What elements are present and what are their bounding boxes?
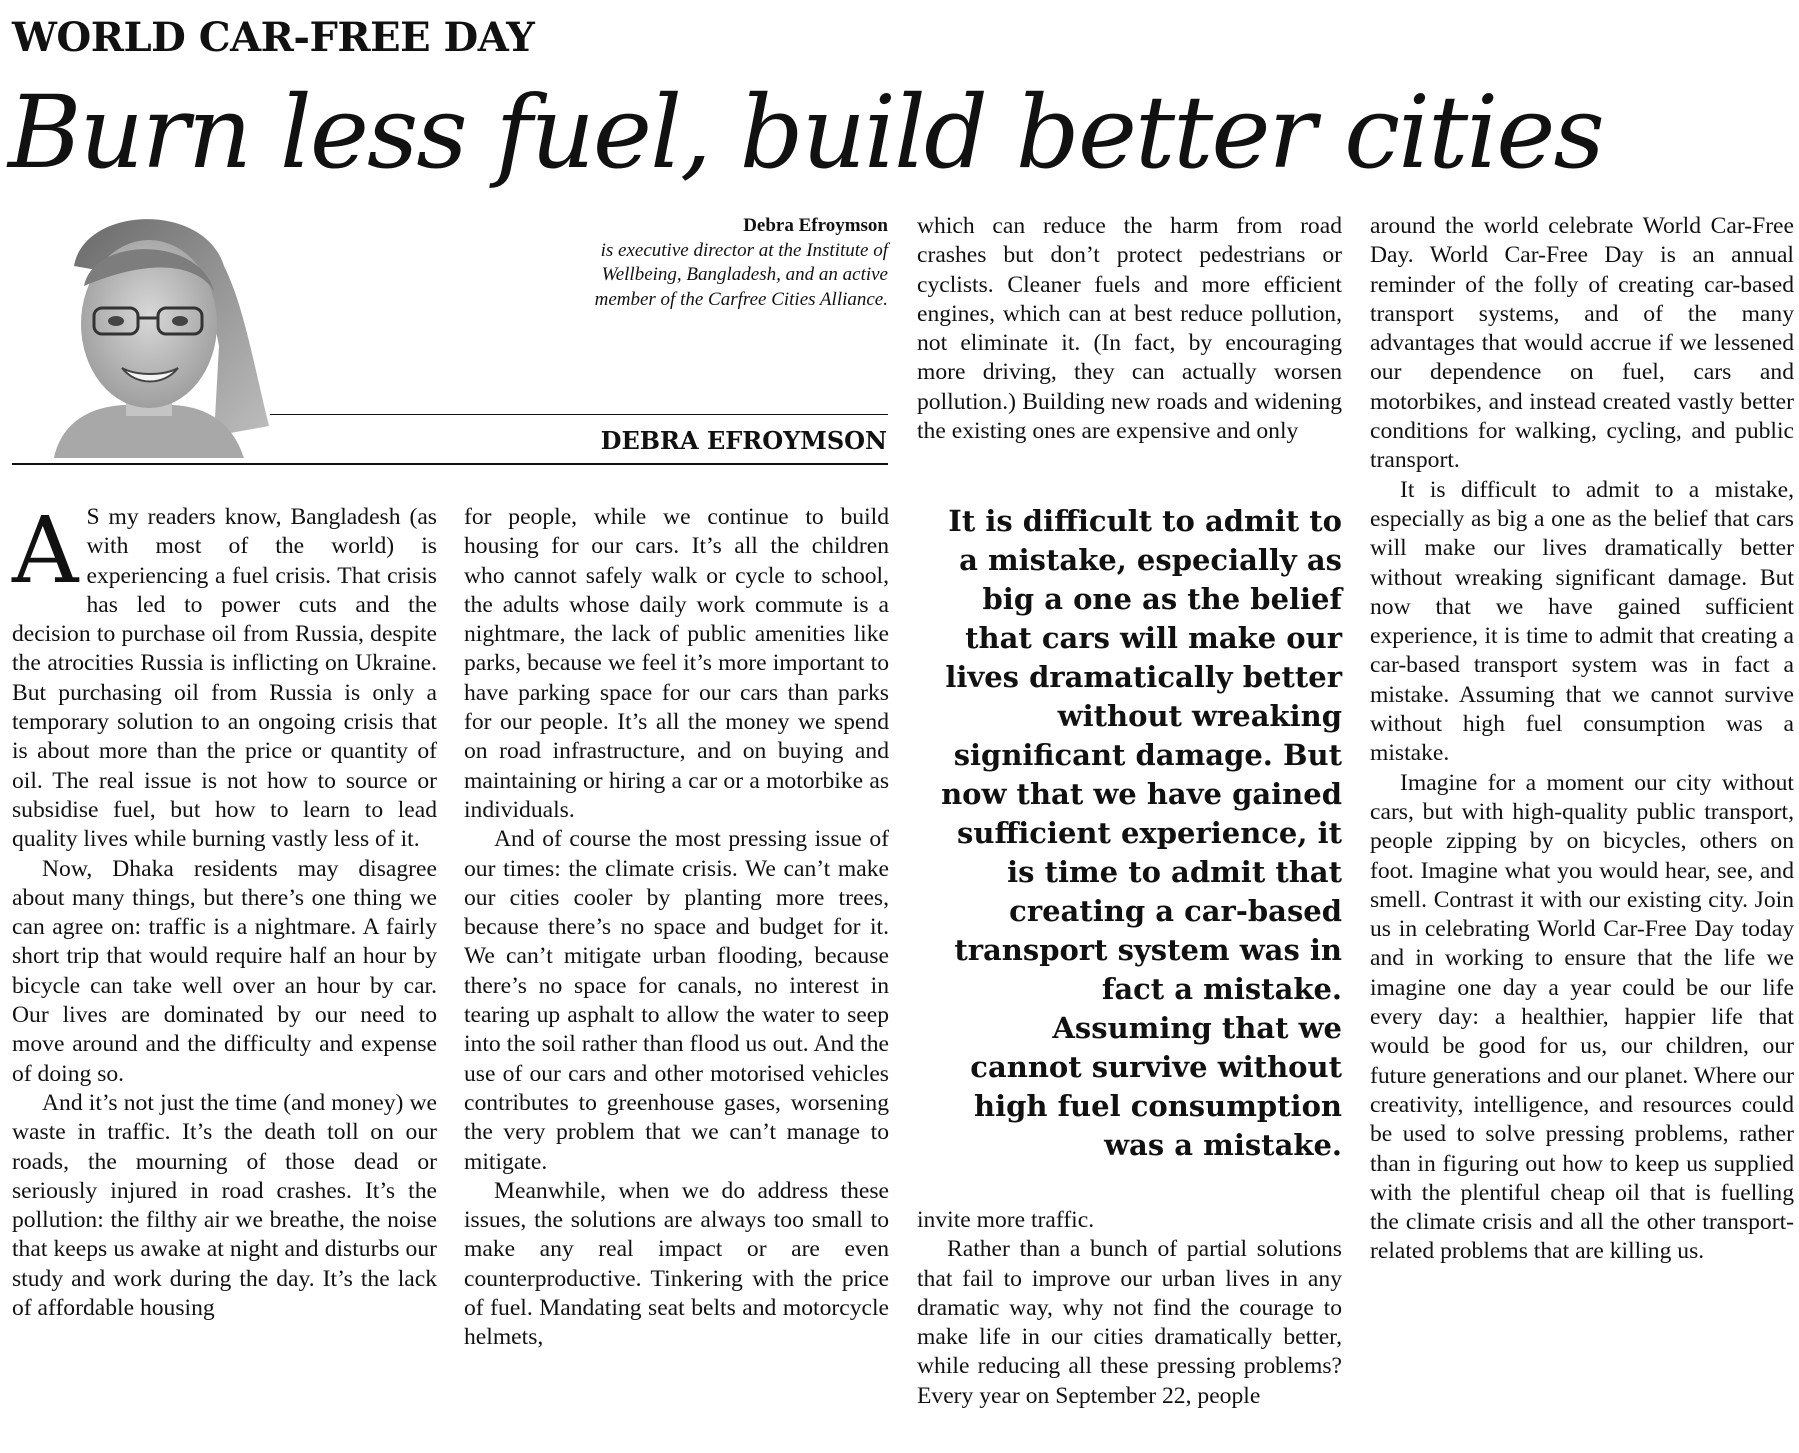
paragraph: which can reduce the harm from road crashes but don’t protect pedestrians or cyclists. Cleaner fuels and more efficient engines, which can at best reduce pollution, not eliminate it. (In fact, by encouraging more driving, they can actually worsen pollution.) Building new roads and widening the existing ones are expensive and only bbox=[917, 213, 1342, 445]
article-column-4 bbox=[1370, 212, 1794, 1267]
header-rule bbox=[12, 463, 888, 465]
paragraph bbox=[12, 497, 437, 855]
article-column-3-top bbox=[917, 212, 1342, 446]
paragraph: And of course the most pressing issue of our times: the climate crisis. We can’t make our cities cooler by planting more trees, because there’s no space and budget for it. We can’t mitigate urban flooding, because there’s no space for canals, no interest in tearing up asphalt to allow the water to seep into the soil rather than flood us out. And the use of our cars and other motorised vehicles contributes to greenhouse gases, worsening the very problem that we can’t manage to mitigate. bbox=[464, 826, 889, 1175]
paragraph: It is difficult to admit to a mistake, especially as big a one as the belief that cars will make our lives dramatically better without wreaking significant damage. But now that we have gained sufficient experience, it is time to admit that creating a car-based transport system was in fact a mistake. Assuming that we cannot survive without high fuel consumption was a mistake. bbox=[1370, 476, 1794, 767]
paragraph: Rather than a bunch of partial solutions that fail to improve our urban lives in any dramatic way, why not find the courage to make life in our cities dramatically better, while reducing all these pressing problems? Every year on September 22, people bbox=[917, 1236, 1342, 1409]
author-bio bbox=[560, 214, 888, 312]
section-label: WORLD CAR-FREE DAY bbox=[12, 14, 535, 61]
article-column-1 bbox=[12, 497, 437, 1323]
headline: Burn less fuel, build better cities bbox=[8, 74, 1603, 191]
author-bio-name: Debra Efroymson bbox=[743, 215, 888, 236]
author-photo bbox=[14, 196, 284, 458]
paragraph: for people, while we continue to build housing for our cars. It’s all the children who cannot safely walk or cycle to school, the adults whose daily work commute is a nightmare, the lack of public amenities like parks, because we feel it’s more important to have parking space for our cars than parks for our people. It’s all the money we spend on road infrastructure, and on buying and maintaining or hiring a car or a motorbike as individuals. bbox=[464, 504, 889, 823]
byline-rule bbox=[270, 414, 888, 415]
article-column-2 bbox=[464, 503, 889, 1353]
paragraph: Meanwhile, when we do address these issues, the solutions are always too small to make any real impact or are even counterproductive. Tinkering with the price of fuel. Mandating seat belts and motorcycle helmets, bbox=[464, 1177, 889, 1351]
paragraph: Imagine for a moment our city without cars, but with high-quality public transport, people zipping by on bicycles, others on foot. Imagine what you would hear, see, and smell. Contrast it with our existing city. Join us in celebrating World Car-Free Day today and in working to ensure that the life we imagine one day a year could be our life every day: a healthier, happier life that would be good for us, our children, our future generations and our planet. Where our creativity, intelligence, and resources could be used to solve pressing problems, rather than in figuring out how to keep us supplied with the plentiful cheap oil that is fuelling the climate crisis and all the other transport-related problems that are killing us. bbox=[1370, 769, 1794, 1265]
byline: DEBRA EFROYMSON bbox=[600, 426, 887, 455]
pull-quote: It is difficult to admit to a mistake, especially as big a one as the belief that cars will make our lives dramatically better without wreaking significant damage. But now that we have gained sufficient experience, it is time to admit that creating a car-based transport system was in fact a mistake. Assuming that we cannot survive without high fuel consumption was a mistake. bbox=[941, 504, 1342, 1162]
article-column-3-bottom bbox=[917, 1206, 1342, 1411]
author-bio-text: is executive director at the Institute of Wellbeing, Bangladesh, and an active member of the Carfree Cities Alliance. bbox=[594, 239, 888, 310]
paragraph: And it’s not just the time (and money) we waste in traffic. It’s the death toll on our roads, the mourning of those dead or seriously injured in road crashes. It’s the pollution: the filthy air we breathe, the noise that keeps us awake at night and disturbs our study and work during the day. It’s the lack of affordable housing bbox=[12, 1089, 437, 1322]
drop-cap: A bbox=[12, 497, 79, 604]
paragraph: invite more traffic. bbox=[917, 1207, 1095, 1233]
paragraph-text: S my readers know, Bangladesh (as with most of the world) is experiencing a fuel crisis. That crisis has led to power cuts and the decision to purchase oil from Russia, despite the atrocities Russia is inflicting on Ukraine. But purchasing oil from Russia is only a temporary solution to an ongoing crisis that is about more than the price or quantity of oil. The real issue is not how to source or subsidise fuel, but how to learn to lead quality lives while burning vastly less of it. bbox=[12, 504, 437, 853]
paragraph: Now, Dhaka residents may disagree about many things, but there’s one thing we can agree on: traffic is a nightmare. A fairly short trip that would require half an hour by bicycle can take well over an hour by car. Our lives are dominated by our need to move around and the difficulty and expense of doing so. bbox=[12, 855, 437, 1087]
paragraph: around the world celebrate World Car-Free Day. World Car-Free Day is an annual reminder of the folly of creating car-based transport systems, and of the many advantages that would accrue if we lessened our dependence on fuel, cars and motorbikes, and instead created vastly better conditions for walking, cycling, and public transport. bbox=[1370, 213, 1794, 474]
